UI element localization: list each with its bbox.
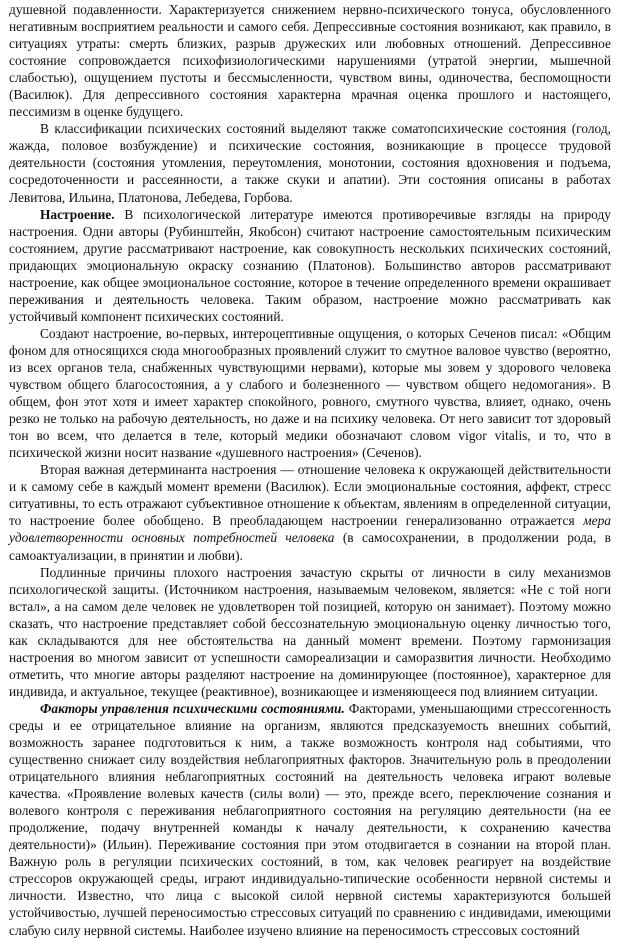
section-heading-management-factors: Факторы управления психическими состояниями. — [40, 700, 345, 716]
paragraph-mood-causes — [9, 564, 611, 700]
paragraph-second-determinant — [9, 461, 611, 563]
section-heading-mood: Настроение. — [40, 206, 115, 222]
paragraph-text: В классификации психических состояний выделяют также соматопсихические состояния (голод, жажда, половое возбуждение) и психические состояния, возникающие в процессе трудовой деятельности (состояния утомления, переутомления, монотонии, состояния вдохновения и подъема, сосредоточенности и рассеянности, а также скуки и апатии). Эти состояния описаны в работах Левитова, Ильина, Платонова, Лебедева, Горбова. — [9, 121, 611, 205]
paragraph-text: Вторая важная детерминанта настроения — отношение человека к окружающей действительности и к самому себе в каждый момент времени (Василюк). Если эмоциональные состояния, аффект, стресс ситуативны, то есть отражают субъективное отношение к объектам, явлениям в определенной ситуации, то настроение более обобщено. В преобладающем настроении генерализованно отражается — [9, 462, 611, 529]
paragraph-text: (в самосохранении, в продолжении рода, в самоактуализации, в принятии и любви). — [9, 530, 611, 563]
paragraph-interoceptive-sensations — [9, 325, 611, 461]
paragraph-text: Создают настроение, во-первых, интероцептивные ощущения, о которых Сеченов писал: «Общим фоном для относящихся сюда многообразных проявлений служит то смутное валовое чувство (вероятно, из всех органов тела, снабженных чувствующими нервами), которые мы зовем у здорового человека чувством общего благосостояния, а у слабого и болезненного — чувством общего недомогания». В общем, фон этот хотя и имеет характер спокойного, ровного, смутного чувства, влияет, однако, очень резко не только на рабочую деятельность, но даже и на психику человека. От него зависит тот здоровый тон во всем, что делается в теле, который медики обозначают словом vigor vitalis, и то, что в психической жизни носит название «душевного настроения» (Сеченов). — [9, 325, 611, 461]
paragraph-depression — [9, 1, 611, 120]
paragraph-text: Подлинные причины плохого настроения зачастую скрыты от личности в силу механизмов психологической защиты. (Источником настроения, называемым человеком, является: «Не с той ноги встал», а на самом деле человек не удовлетворен той позицией, которую он занимает). Поэтому можно сказать, что настроение представляет собой бессознательную эмоциональную оценку личностью того, как складываются для нее обстоятельства на данный момент времени. Поэтому гармонизация настроения во многом зависит от успешности самореализации и саморазвития личности. Необходимо отметить, что многие авторы разделяют настроение на доминирующее (постоянное), характерное для индивида, и актуальное, текущее (реактивное), возникающее и изменяющееся под влиянием ситуации. — [9, 564, 611, 699]
paragraph-mood — [9, 206, 611, 325]
paragraph-text: Факторами, уменьшающими стрессогенность среды и ее отрицательное влияние на организм, являются предсказуемость внешних событий, возможность заранее подготовиться к ним, а также возможность контроля над событиями, что существенно снижает силу воздействия неблагоприятных факторов. Значительную роль в преодолении отрицательного влияния неблагоприятных состояний на деятельность человека играют волевые качества. «Проявление волевых качеств (силы воли) — это, прежде всего, переключение сознания и волевого контроля с переживания неблагоприятного состояния на регуляцию деятельности (на ее продолжение, подачу внутренней команды к началу деятельности, к сохранению качества деятельности)» (Ильин). Переживание состояния при этом отодвигается в сознании на второй план. Важную роль в регуляции психических состояний, в том, как человек реагирует на воздействие стрессоров окружающей среды, играют индивидуально-типические особенности нервной системы и личности. Известно, что лица с высокой силой нервной системы характеризуются большей устойчивостью, лучшей переносимостью стрессовых ситуаций по сравнению с индивидами, имеющими слабую силу нервной системы. Наиболее изучено влияние на переносимость стрессовых состояний — [9, 700, 611, 938]
paragraph-text: душевной подавленности. Характеризуется снижением нервно-психического тонуса, обусловленного негативным восприятием реальности и самого себя. Депрессивные состояния возникают, как правило, в ситуациях утраты: смерть близких, разрыв дружеских или любовных отношений. Депрессивное состояние сопровождается психофизиологическими нарушениями (утратой энергии, мышечной слабостью), ощущением пустоты и бессмысленности, чувством вины, одиночества, беспомощности (Василюк). Для депрессивного состояния характерна мрачная оценка прошлого и настоящего, пессимизм в оценке будущего. — [9, 2, 611, 120]
paragraph-somatopsychic-states — [9, 120, 611, 205]
italic-emphasis: мера удовлетворенности основных потребностей человека — [9, 513, 611, 546]
paragraph-management-factors — [9, 700, 611, 939]
paragraph-text: В психологической литературе имеются противоречивые взгляды на природу настроения. Одни авторы (Рубинштейн, Якобсон) считают настроение самостоятельным психическим состоянием, другие рассматривают настроение, как совокупность нескольких психических состояний, придающих эмоциональную окраску сознанию (Платонов). Большинство авторов рассматривают настроение, как общее эмоциональное состояние, которое в течение определенного времени окрашивает переживания и деятельность человека. Таким образом, настроение можно рассматривать как устойчивый компонент психических состояний. — [9, 206, 611, 324]
